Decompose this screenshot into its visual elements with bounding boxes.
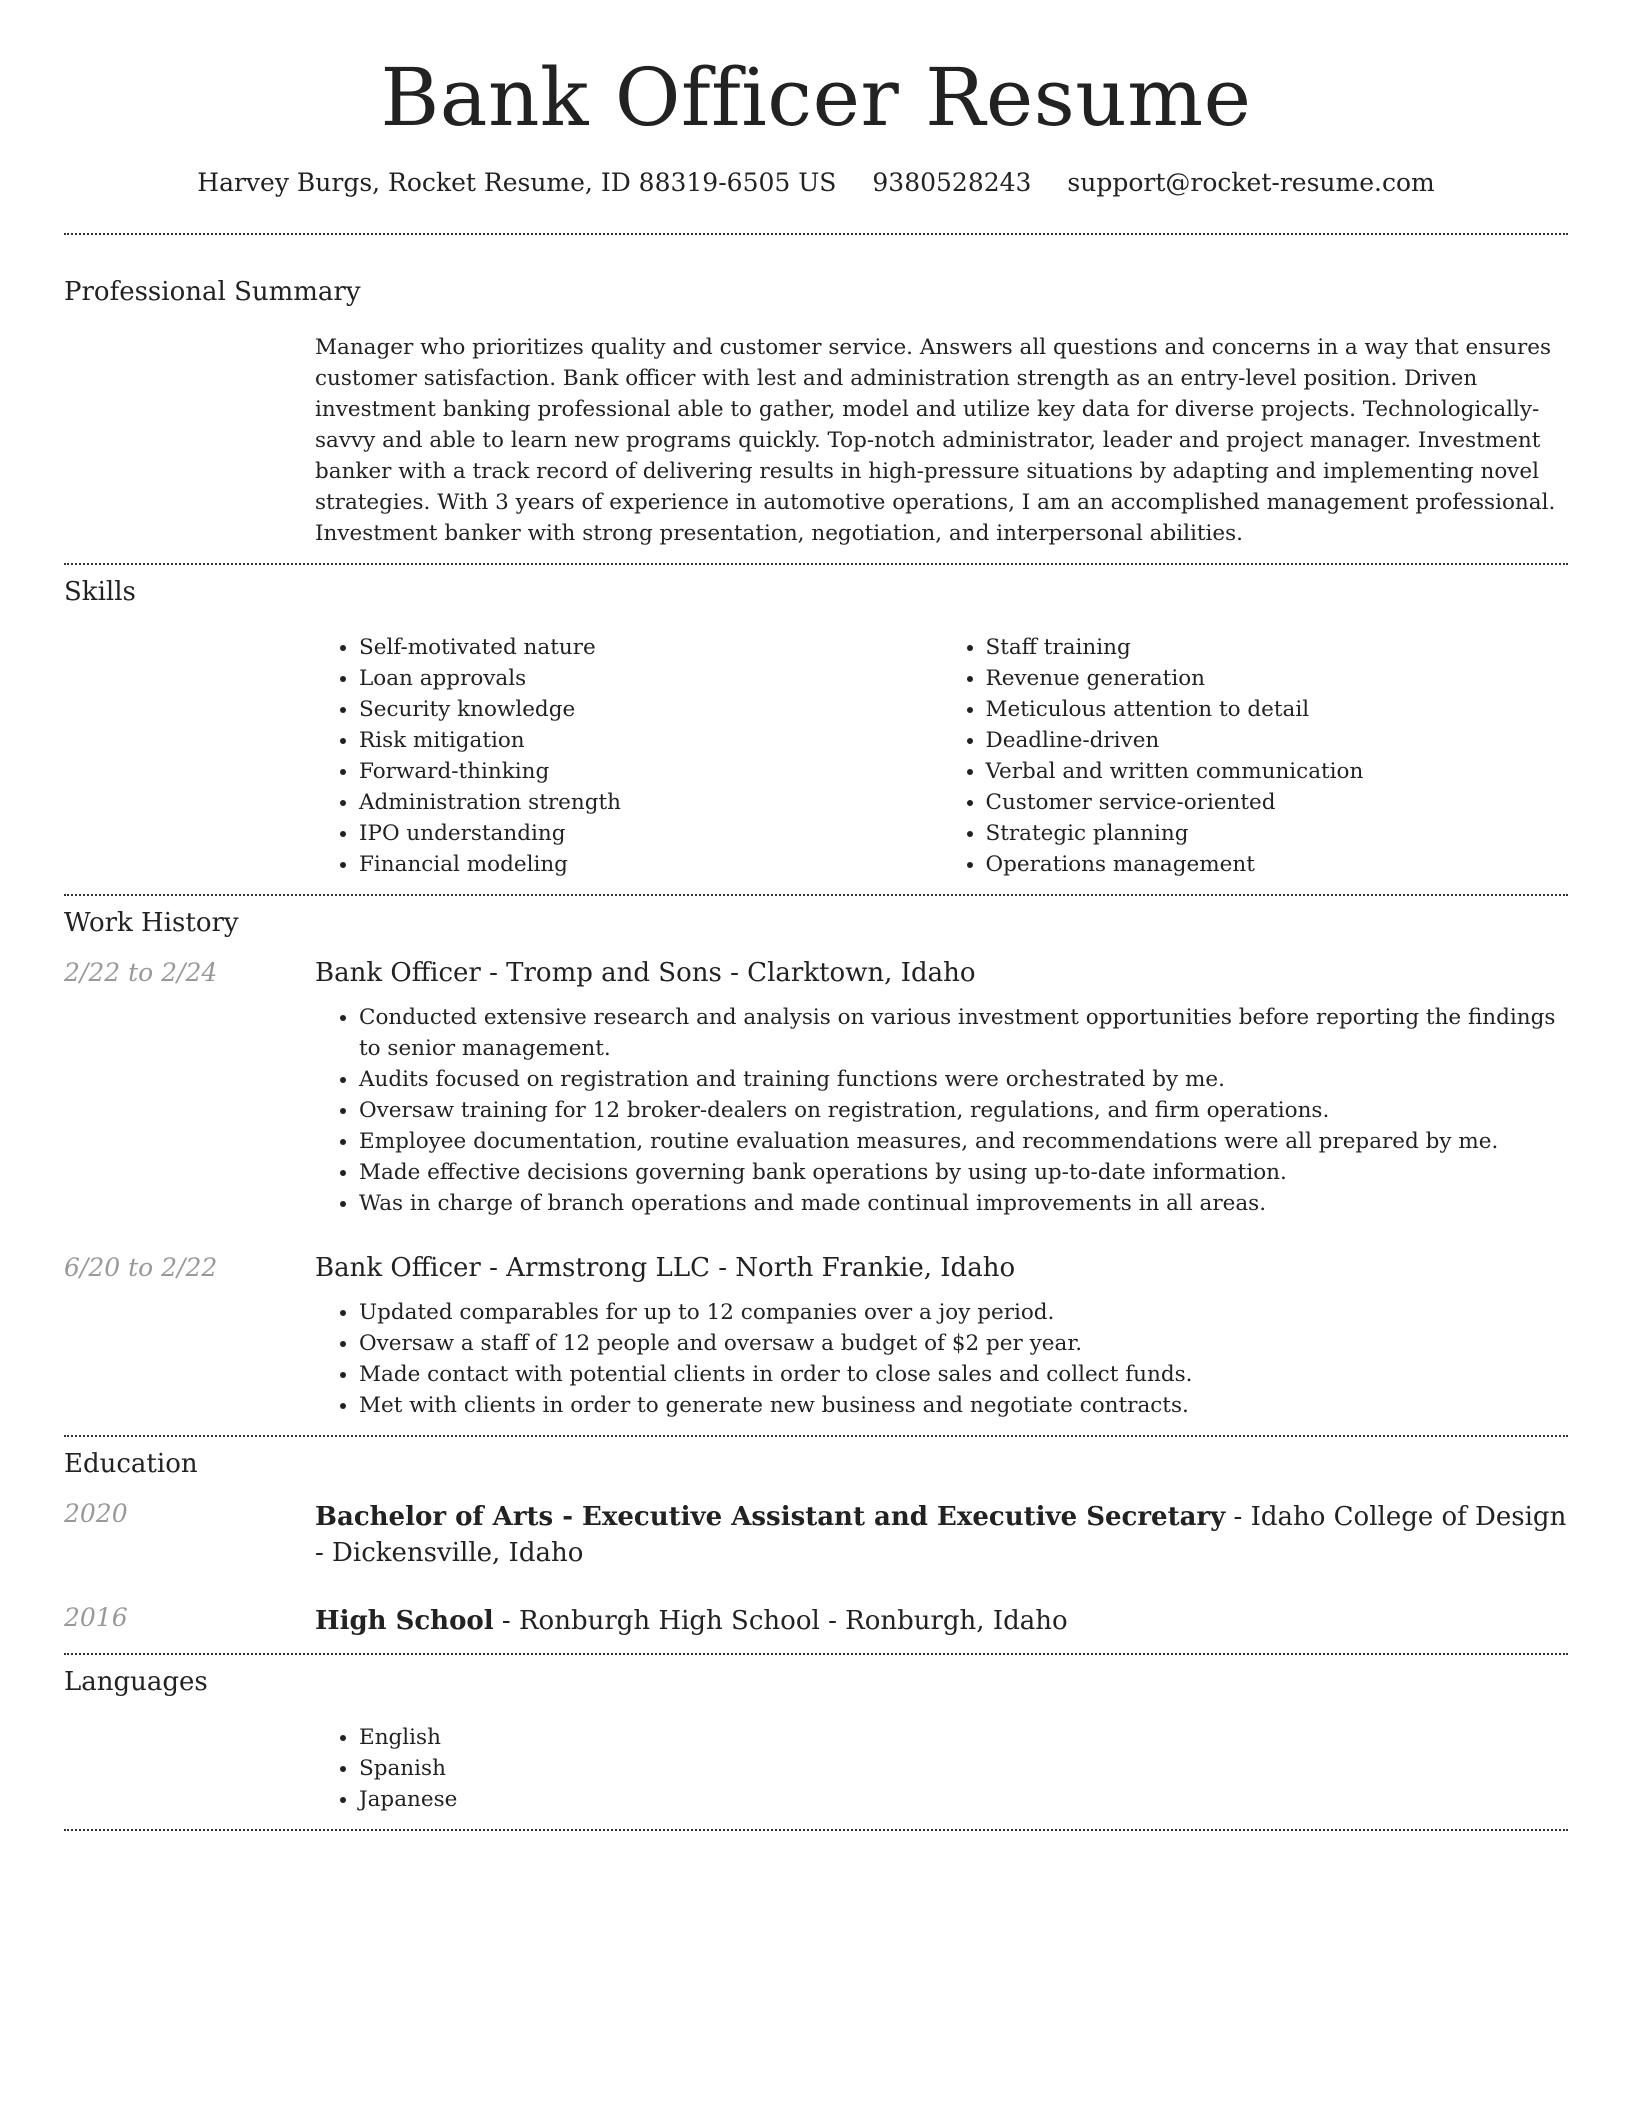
skill-item: • Security knowledge [359, 694, 942, 725]
contact-line [64, 168, 1568, 197]
skill-item: • Loan approvals [359, 663, 942, 694]
skill-item: • Revenue generation [986, 663, 1569, 694]
job-entry [64, 1253, 1568, 1421]
skills-column-1 [315, 632, 942, 880]
languages-heading: Languages [64, 1667, 208, 1697]
education-year: 2020 [64, 1499, 128, 1528]
divider [64, 1829, 1568, 1831]
divider [64, 1653, 1568, 1655]
job-bullet: • Made contact with potential clients in order to close sales and collect funds. [359, 1359, 1568, 1390]
skill-item: • Deadline-driven [986, 725, 1569, 756]
skill-item: • Strategic planning [986, 818, 1569, 849]
job-bullet: • Conducted extensive research and analysis on various investment opportunities before reporting the findings to senior management. [359, 1002, 1568, 1064]
summary-text: Manager who prioritizes quality and customer service. Answers all questions and concerns in a way that ensures customer satisfaction. Bank officer with lest and administration strength as an entry-level position. Driven investment banking professional able to gather, model and utilize key data for diverse projects. Technologically-savvy and able to learn new programs quickly. Top-notch administrator, leader and project manager. Investment banker with a track record of delivering results in high-pressure situations by adapting and implementing novel strategies. With 3 years of experience in automotive operations, I am an accomplished management professional. Investment banker with strong presentation, negotiation, and interpersonal abilities. [315, 335, 1556, 546]
education-degree: Bachelor of Arts - Executive Assistant and Executive Secretary [315, 1502, 1226, 1532]
skills-heading: Skills [64, 577, 136, 607]
contact-email: support@rocket-resume.com [1067, 168, 1435, 197]
job-bullet: • Oversaw training for 12 broker-dealers on registration, regulations, and firm operations. [359, 1095, 1568, 1126]
skill-item: • Administration strength [359, 787, 942, 818]
skill-item: • Customer service-oriented [986, 787, 1569, 818]
education-school: - Ronburgh High School - Ronburgh, Idaho [493, 1606, 1068, 1636]
job-bullet: • Oversaw a staff of 12 people and oversaw a budget of $2 per year. [359, 1328, 1568, 1359]
job-title: Bank Officer - Armstrong LLC - North Frankie, Idaho [315, 1253, 1016, 1283]
education-entry [64, 1499, 1568, 1571]
skill-item: • IPO understanding [359, 818, 942, 849]
skill-item: • Risk mitigation [359, 725, 942, 756]
page-title: Bank Officer Resume [380, 51, 1252, 144]
skills-column-2 [942, 632, 1569, 880]
divider [64, 1435, 1568, 1437]
job-bullet: • Updated comparables for up to 12 companies over a joy period. [359, 1297, 1568, 1328]
education-degree: High School [315, 1606, 494, 1636]
skill-item: • Meticulous attention to detail [986, 694, 1569, 725]
contact-address: Harvey Burgs, Rocket Resume, ID 88319-6505 US [197, 168, 837, 197]
job-dates: 2/22 to 2/24 [64, 958, 218, 987]
job-bullet: • Met with clients in order to generate new business and negotiate contracts. [359, 1390, 1568, 1421]
job-bullet: • Made effective decisions governing bank operations by using up-to-date information. [359, 1157, 1568, 1188]
skill-item: • Staff training [986, 632, 1569, 663]
education-entry [64, 1603, 1568, 1639]
education-title [315, 1603, 1568, 1639]
languages-list [315, 1722, 1568, 1815]
divider [64, 563, 1568, 565]
job-bullet: • Employee documentation, routine evaluation measures, and recommendations were all prepared by me. [359, 1126, 1568, 1157]
skill-item: • Self-motivated nature [359, 632, 942, 663]
language-item: • English [359, 1722, 1568, 1753]
language-item: • Spanish [359, 1753, 1568, 1784]
language-item: • Japanese [359, 1784, 1568, 1815]
divider [64, 894, 1568, 896]
divider [64, 233, 1568, 235]
education-year: 2016 [64, 1603, 128, 1632]
job-bullet: • Was in charge of branch operations and made continual improvements in all areas. [359, 1188, 1568, 1219]
education-title [315, 1499, 1568, 1571]
job-title: Bank Officer - Tromp and Sons - Clarktown, Idaho [315, 958, 976, 988]
job-bullets [315, 1002, 1568, 1219]
job-entry [64, 958, 1568, 1219]
education-school: - Idaho College of Design - Dickensville, Idaho [315, 1502, 1567, 1568]
job-bullet: • Audits focused on registration and training functions were orchestrated by me. [359, 1064, 1568, 1095]
job-bullets [315, 1297, 1568, 1421]
skills-list [315, 632, 1568, 880]
skill-item: • Forward-thinking [359, 756, 942, 787]
job-dates: 6/20 to 2/22 [64, 1253, 218, 1282]
resume-page [64, 0, 1568, 1831]
work-heading: Work History [64, 908, 239, 938]
skill-item: • Financial modeling [359, 849, 942, 880]
education-heading: Education [64, 1449, 198, 1479]
contact-phone: 9380528243 [872, 168, 1032, 197]
summary-heading: Professional Summary [64, 277, 361, 307]
skill-item: • Operations management [986, 849, 1569, 880]
skill-item: • Verbal and written communication [986, 756, 1569, 787]
